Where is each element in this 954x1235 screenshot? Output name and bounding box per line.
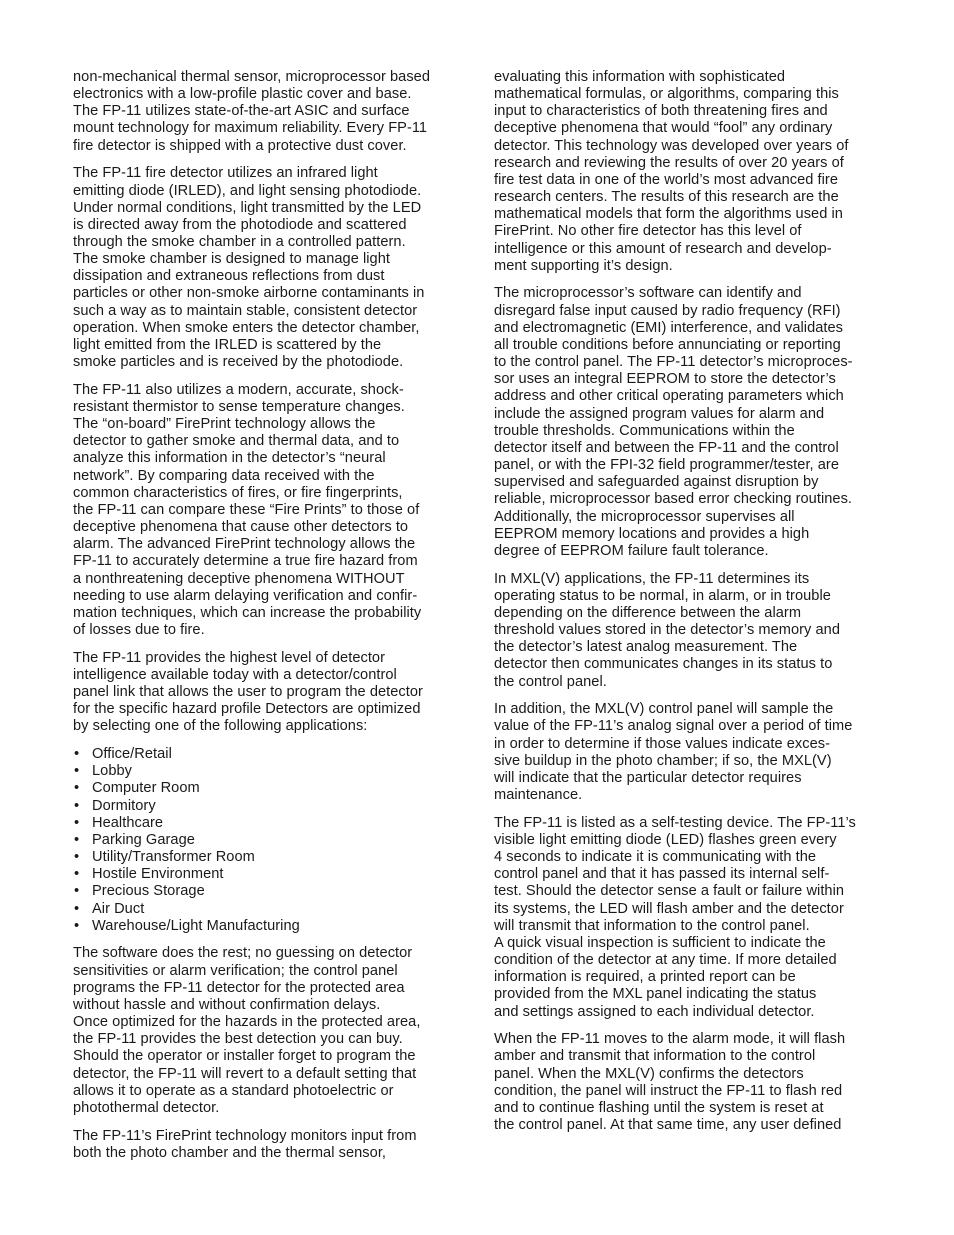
text-line: detector, the FP-11 will revert to a default setting that [73,1065,417,1082]
right-paragraph-3 [494,571,894,691]
text-line: sor uses an integral EEPROM to store the detector’s [494,371,836,388]
list-item-label: Utility/Transformer Room [92,849,255,866]
text-line: control panel and that it has passed its internal self- [494,866,830,883]
text-line: The smoke chamber is designed to manage light [73,251,390,268]
text-line: needing to use alarm delaying verification and confir- [73,587,418,604]
text-line: condition of the detector at any time. If more detailed [494,952,837,969]
text-line: The FP-11 is listed as a self-testing device. The FP-11’s [494,814,856,831]
text-line: dissipation and extraneous reflections from dust [73,268,385,285]
list-item [73,780,473,797]
text-line: alarm. The advanced FirePrint technology allows the [73,536,416,553]
text-line: mation techniques, which can increase the probability [73,604,422,621]
text-line: sive buildup in the photo chamber; if so, the MXL(V) [494,752,832,769]
applications-list [73,746,473,935]
text-line: and electromagnetic (EMI) interference, and validates [494,319,844,336]
text-line: through the smoke chamber in a controlled pattern. [73,234,406,250]
text-line: both the photo chamber and the thermal sensor, [73,1144,387,1161]
text-line: The “on-board” FirePrint technology allows the [73,416,376,433]
text-line: operating status to be normal, in alarm, or in trouble [494,587,831,604]
text-line: detector. This technology was developed over years of [494,137,849,154]
text-line: panel. When the MXL(V) confirms the detectors [494,1065,804,1082]
bullet-icon: • [74,814,80,831]
text-line: ment supporting it’s design. [494,257,673,274]
text-line: test. Should the detector sense a fault or failure within [494,883,845,900]
text-line: reliable, microprocessor based error checking routines. [494,491,853,508]
text-line: of losses due to fire. [73,622,205,639]
list-item [73,832,473,849]
text-line: disregard false input caused by radio frequency (RFI) [494,302,841,319]
list-item [73,746,473,763]
text-line: all trouble conditions before annunciating or reporting [494,336,841,353]
text-line: The software does the rest; no guessing on detector [73,945,413,962]
text-line: 4 seconds to indicate it is communicating with the [494,849,817,866]
text-line: in order to determine if those values indicate exces- [494,735,831,752]
text-line: mathematical models that form the algorithms used in [494,206,843,223]
text-line: depending on the difference between the alarm [494,604,802,621]
text-line: include the assigned program values for alarm and [494,405,825,422]
bullet-icon: • [74,866,80,883]
bullet-icon: • [74,917,80,934]
text-line: common characteristics of fires, or fire fingerprints, [73,484,403,501]
text-line: and to continue flashing until the system is reset at [494,1099,824,1116]
text-line: FP-11 to accurately determine a true fire hazard from [73,553,418,570]
text-line: visible light emitting diode (LED) flashes green every [494,831,837,848]
text-line: research and reviewing the results of over 20 years of [494,154,844,171]
text-line: detector then communicates changes in its status to [494,656,833,673]
list-item-label: Computer Room [92,780,200,797]
list-item-label: Parking Garage [92,831,195,848]
text-line: smoke particles and is received by the photodiode. [73,354,404,371]
text-line: In MXL(V) applications, the FP-11 determines its [494,570,810,587]
bullet-icon: • [74,746,80,763]
text-line: sensitivities or alarm verification; the control panel [73,962,398,979]
text-line: will indicate that the particular detector requires [494,769,802,786]
list-item [73,901,473,918]
text-line: provided from the MXL panel indicating the status [494,986,817,1003]
text-line: trouble thresholds. Communications within the [494,422,795,439]
right-paragraph-2 [494,285,894,560]
text-line: value of the FP-11’s analog signal over a period of time [494,718,853,735]
left-paragraph-6 [73,1128,473,1162]
text-line: is directed away from the photodiode and scattered [73,216,407,233]
text-line: FirePrint. No other fire detector has this level of [494,223,802,240]
text-line: operation. When smoke enters the detector chamber, [73,319,420,336]
text-line: supervised and safeguarded against disruption by [494,474,819,491]
list-item [73,815,473,832]
text-line: condition, the panel will instruct the FP-11 to flash red [494,1082,843,1099]
text-line: information is required, a printed report can be [494,969,796,986]
bullet-icon: • [74,849,80,866]
text-line: detector itself and between the FP-11 and the control [494,439,839,456]
text-line: EEPROM memory locations and provides a high [494,525,810,542]
text-line: intelligence available today with a detector/control [73,666,397,683]
text-line: mount technology for maximum reliability. Every FP-11 [73,120,428,137]
text-line: for the specific hazard profile Detectors are optimized [73,701,421,718]
list-item-label: Air Duct [92,900,145,917]
text-line: its systems, the LED will flash amber and the detector [494,900,844,917]
list-item [73,798,473,815]
text-line: Once optimized for the hazards in the protected area, [73,1014,421,1031]
text-line: the FP-11 provides the best detection you can buy. [73,1031,403,1048]
bullet-icon: • [74,900,80,917]
text-line: The FP-11 also utilizes a modern, accurate, shock- [73,381,404,398]
text-line: input to characteristics of both threatening fires and [494,103,828,120]
text-line: The microprocessor’s software can identify and [494,285,802,302]
bullet-icon: • [74,883,80,900]
list-item-label: Healthcare [92,814,164,831]
text-line: particles or other non-smoke airborne contaminants in [73,285,425,302]
text-line: panel link that allows the user to program the detector [73,684,423,701]
text-line: The FP-11’s FirePrint technology monitors input from [73,1127,417,1144]
right-paragraph-5 [494,815,894,1021]
text-line: The FP-11 provides the highest level of detector [73,649,386,666]
text-line: fire detector is shipped with a protective dust cover. [73,137,407,154]
text-line: photothermal detector. [73,1099,220,1116]
text-line: resistant thermistor to sense temperature changes. [73,399,405,415]
text-line: the detector’s latest analog measurement. The [494,639,798,656]
list-item-label: Lobby [92,763,133,780]
left-paragraph-1 [73,69,473,155]
text-line: the FP-11 can compare these “Fire Prints” to those of [73,501,420,518]
left-paragraph-5 [73,945,473,1117]
text-line: detector to gather smoke and thermal data, and to [73,433,400,450]
list-item [73,918,473,935]
text-line: address and other critical operating parameters which [494,388,844,405]
right-paragraph-6 [494,1031,894,1134]
text-line: without hassle and without confirmation delays. [73,996,381,1013]
text-line: Additionally, the microprocessor supervises all [494,508,795,525]
list-item [73,866,473,883]
text-line: panel, or with the FPI-32 field programmer/tester, are [494,457,839,474]
text-line: threshold values stored in the detector’s memory and [494,622,841,639]
list-item [73,883,473,900]
text-line: deceptive phenomena that cause other detectors to [73,519,409,536]
text-line: maintenance. [494,787,583,804]
text-line: emitting diode (IRLED), and light sensing photodiode. [73,182,422,199]
text-line: to the control panel. The FP-11 detector’s microproces- [494,354,853,371]
list-item-label: Dormitory [92,797,156,814]
text-line: analyze this information in the detector’s “neural [73,450,386,467]
text-line: a nonthreatening deceptive phenomena WITHOUT [73,570,405,587]
text-line: will transmit that information to the control panel. [494,917,810,934]
right-paragraph-4 [494,701,894,804]
text-line: intelligence or this amount of research and develop- [494,240,832,257]
text-line: evaluating this information with sophisticated [494,69,786,85]
left-paragraph-2 [73,165,473,371]
left-paragraph-3 [73,382,473,639]
right-paragraph-1 [494,69,894,275]
bullet-icon: • [74,780,80,797]
list-item [73,849,473,866]
text-line: Under normal conditions, light transmitted by the LED [73,199,422,216]
left-column [73,69,473,1173]
text-line: programs the FP-11 detector for the protected area [73,979,405,996]
text-line: allows it to operate as a standard photoelectric or [73,1082,394,1099]
text-line: non-mechanical thermal sensor, microprocessor based [73,69,431,85]
text-line: deceptive phenomena that would “fool” any ordinary [494,120,833,137]
text-line: light emitted from the IRLED is scattered by the [73,336,382,353]
text-line: electronics with a low-profile plastic cover and base. [73,86,412,103]
text-line: Should the operator or installer forget to program the [73,1048,416,1065]
text-line: such a way as to maintain stable, consistent detector [73,302,418,319]
text-line: and settings assigned to each individual detector. [494,1003,815,1020]
text-line: mathematical formulas, or algorithms, comparing this [494,86,839,103]
text-line: The FP-11 fire detector utilizes an infrared light [73,165,378,182]
text-line: When the FP-11 moves to the alarm mode, it will flash [494,1031,846,1048]
bullet-icon: • [74,831,80,848]
text-line: fire test data in one of the world’s most advanced fire [494,171,838,188]
list-item-label: Office/Retail [92,746,172,763]
text-line: the control panel. At that same time, any user defined [494,1117,842,1134]
bullet-icon: • [74,797,80,814]
text-line: the control panel. [494,673,607,690]
list-item-label: Warehouse/Light Manufacturing [92,917,300,934]
text-line: network”. By comparing data received with the [73,467,375,484]
list-item-label: Hostile Environment [92,866,224,883]
list-item [73,763,473,780]
left-paragraph-4 [73,650,473,736]
text-line: research centers. The results of this research are the [494,189,839,206]
text-line: In addition, the MXL(V) control panel will sample the [494,701,834,718]
list-item-label: Precious Storage [92,883,205,900]
text-line: The FP-11 utilizes state-of-the-art ASIC and surface [73,103,410,120]
text-line: amber and transmit that information to the control [494,1048,816,1065]
bullet-icon: • [74,763,80,780]
right-column [494,69,894,1145]
text-line: degree of EEPROM failure fault tolerance. [494,542,769,559]
text-line: A quick visual inspection is sufficient to indicate the [494,934,826,951]
text-line: by selecting one of the following applications: [73,718,368,735]
